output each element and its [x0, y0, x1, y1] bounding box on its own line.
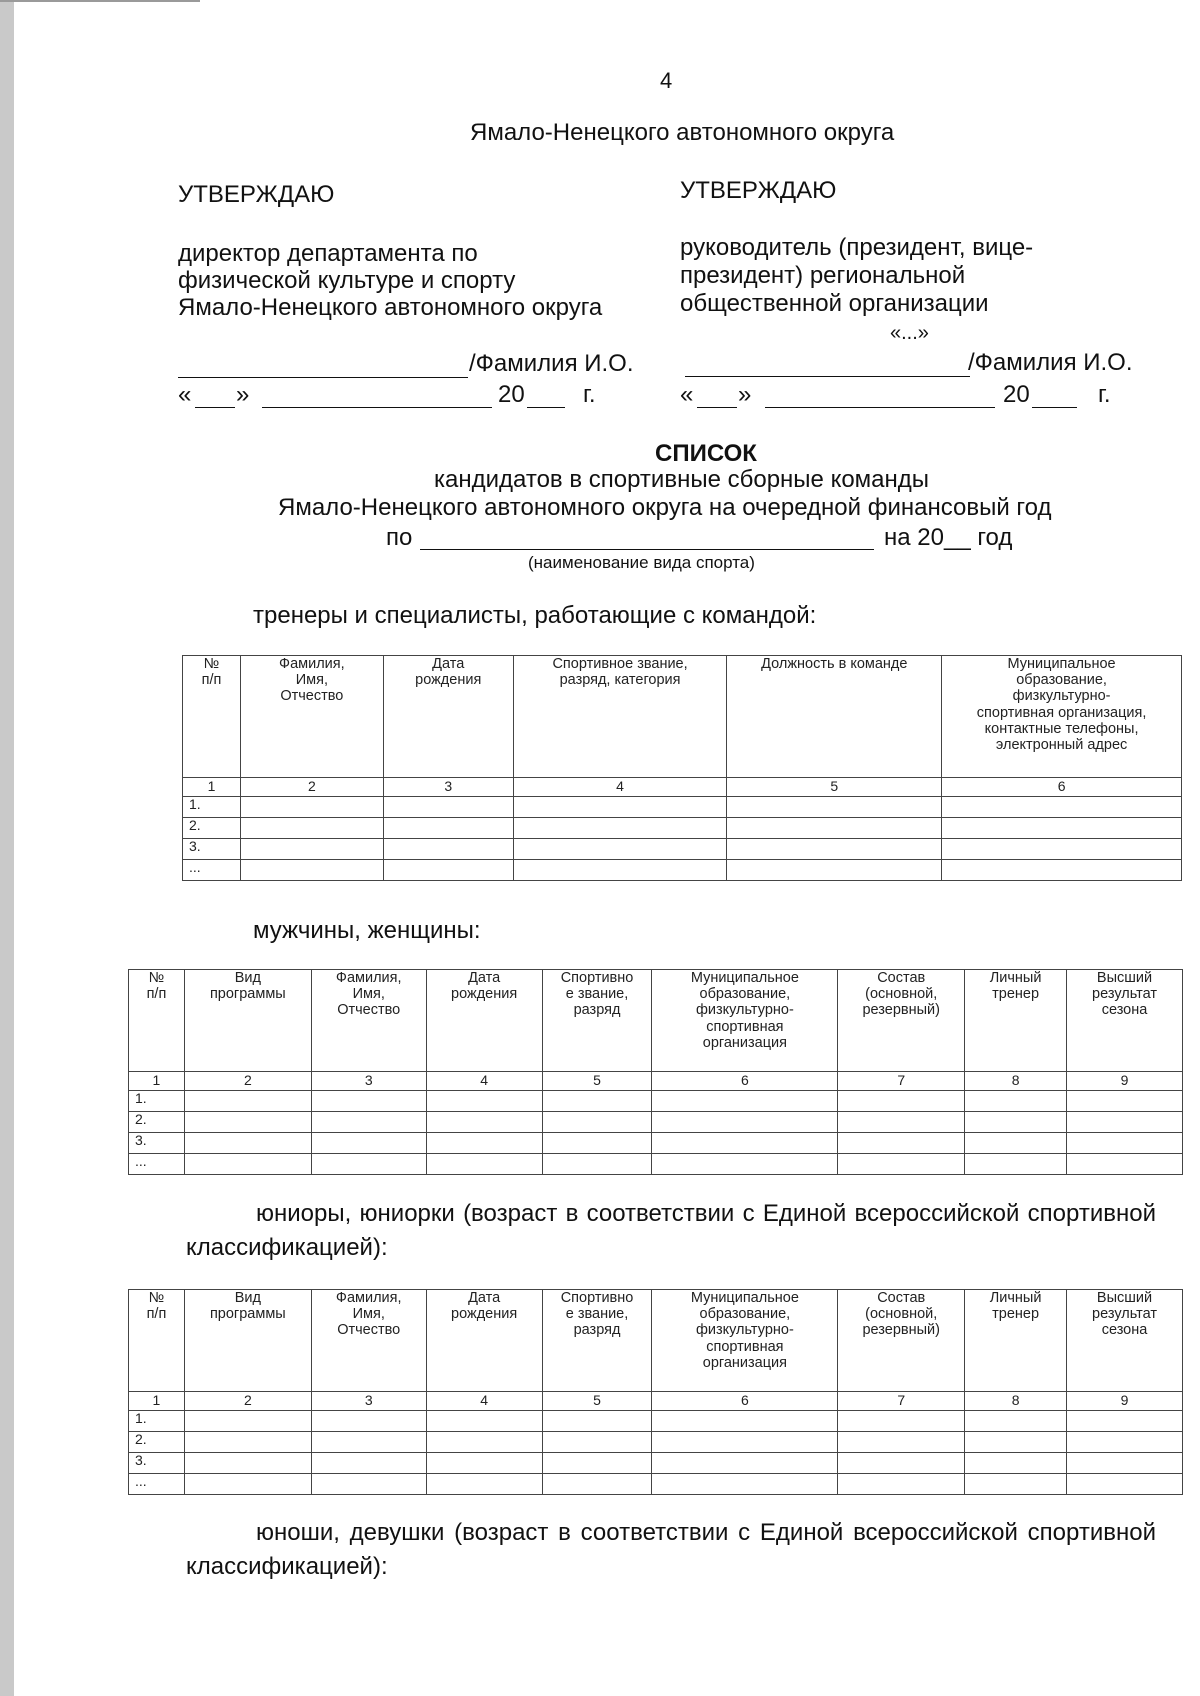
- empty-cell: [311, 1411, 426, 1432]
- row-index: ...: [183, 860, 241, 881]
- empty-cell: [838, 1091, 965, 1112]
- empty-cell: [383, 797, 513, 818]
- empty-cell: [383, 860, 513, 881]
- table-row: [129, 1411, 1183, 1432]
- column-number: 4: [513, 778, 727, 797]
- row-index: 2.: [129, 1112, 185, 1133]
- section-caption-trainers: тренеры и специалисты, работающие с командой:: [253, 602, 817, 629]
- column-number: 4: [426, 1392, 542, 1411]
- empty-cell: [184, 1411, 311, 1432]
- header-cell: Муниципальное образование, физкультурно- спортивная организация: [652, 1290, 838, 1392]
- date-quote-open: «: [680, 381, 694, 408]
- header-cell: Вид программы: [184, 1290, 311, 1392]
- column-number: 9: [1067, 1072, 1183, 1091]
- date-year-suffix: г.: [1098, 381, 1111, 408]
- header-cell: № п/п: [183, 656, 241, 778]
- empty-cell: [965, 1112, 1067, 1133]
- empty-cell: [652, 1112, 838, 1133]
- empty-cell: [965, 1411, 1067, 1432]
- scan-top-mark: [0, 0, 200, 2]
- approver-title-line: руководитель (президент, вице-: [680, 234, 1034, 261]
- empty-cell: [426, 1112, 542, 1133]
- juniors-table: [128, 1289, 1183, 1495]
- empty-cell: [965, 1432, 1067, 1453]
- column-number-row: [183, 778, 1182, 797]
- column-number: 6: [652, 1392, 838, 1411]
- header-cell: Личный тренер: [965, 1290, 1067, 1392]
- date-year-prefix: 20: [1003, 381, 1030, 408]
- empty-cell: [652, 1453, 838, 1474]
- empty-cell: [184, 1091, 311, 1112]
- empty-cell: [184, 1432, 311, 1453]
- date-day-line: [697, 407, 737, 408]
- table-header-row: [129, 1290, 1183, 1392]
- header-cell: Муниципальное образование, физкультурно- спортивная организация, контактные телефоны, электронный адрес: [942, 656, 1182, 778]
- column-number: 9: [1067, 1392, 1183, 1411]
- column-number: 5: [727, 778, 942, 797]
- header-cell: Вид программы: [184, 970, 311, 1072]
- empty-cell: [838, 1453, 965, 1474]
- date-month-line: [262, 407, 492, 408]
- scan-edge-shadow: [0, 0, 14, 1696]
- empty-cell: [513, 860, 727, 881]
- table-row: [129, 1091, 1183, 1112]
- column-number: 5: [542, 1392, 652, 1411]
- empty-cell: [513, 797, 727, 818]
- empty-cell: [542, 1133, 652, 1154]
- empty-cell: [1067, 1474, 1183, 1495]
- approver-title-line: общественной организации: [680, 290, 989, 317]
- empty-cell: [426, 1091, 542, 1112]
- approver-title-line: президент) региональной: [680, 262, 966, 289]
- column-number: 5: [542, 1072, 652, 1091]
- empty-cell: [240, 818, 383, 839]
- approver-title-line: физической культуре и спорту: [178, 267, 516, 294]
- row-index: 1.: [183, 797, 241, 818]
- column-number: 8: [965, 1072, 1067, 1091]
- column-number: 1: [129, 1392, 185, 1411]
- empty-cell: [311, 1154, 426, 1175]
- table-row: [183, 797, 1182, 818]
- empty-cell: [184, 1154, 311, 1175]
- empty-cell: [426, 1474, 542, 1495]
- header-cell: Состав (основной, резервный): [838, 970, 965, 1072]
- sport-name-note: (наименование вида спорта): [528, 553, 755, 572]
- empty-cell: [652, 1432, 838, 1453]
- empty-cell: [727, 860, 942, 881]
- header-cell: Состав (основной, резервный): [838, 1290, 965, 1392]
- empty-cell: [513, 839, 727, 860]
- table-header-row: [183, 656, 1182, 778]
- approver-title-line: Ямало-Ненецкого автономного округа: [178, 294, 603, 321]
- empty-cell: [942, 797, 1182, 818]
- empty-cell: [652, 1474, 838, 1495]
- empty-cell: [838, 1411, 965, 1432]
- date-quote-close: »: [738, 381, 752, 408]
- date-quote-close: »: [236, 381, 250, 408]
- table-row: [129, 1133, 1183, 1154]
- title-po: по: [386, 524, 413, 551]
- empty-cell: [652, 1091, 838, 1112]
- header-cell: Высший результат сезона: [1067, 970, 1183, 1072]
- empty-cell: [942, 839, 1182, 860]
- column-number: 7: [838, 1072, 965, 1091]
- empty-cell: [652, 1154, 838, 1175]
- empty-cell: [184, 1112, 311, 1133]
- column-number: 8: [965, 1392, 1067, 1411]
- column-number: 4: [426, 1072, 542, 1091]
- sport-name-line: [420, 549, 874, 550]
- header-cell: Дата рождения: [383, 656, 513, 778]
- empty-cell: [727, 839, 942, 860]
- title-year: на 20__ год: [884, 524, 1013, 551]
- empty-cell: [240, 797, 383, 818]
- column-number-row: [129, 1072, 1183, 1091]
- header-region-line: Ямало-Ненецкого автономного округа: [470, 119, 895, 146]
- table-header-row: [129, 970, 1183, 1072]
- page-number: 4: [660, 68, 673, 93]
- row-index: 1.: [129, 1091, 185, 1112]
- empty-cell: [965, 1154, 1067, 1175]
- header-cell: Фамилия, Имя, Отчество: [311, 1290, 426, 1392]
- row-index: 2.: [129, 1432, 185, 1453]
- empty-cell: [727, 797, 942, 818]
- empty-cell: [838, 1474, 965, 1495]
- empty-cell: [838, 1133, 965, 1154]
- empty-cell: [942, 818, 1182, 839]
- column-number: 1: [183, 778, 241, 797]
- header-cell: № п/п: [129, 1290, 185, 1392]
- empty-cell: [838, 1432, 965, 1453]
- column-number: 2: [240, 778, 383, 797]
- empty-cell: [965, 1091, 1067, 1112]
- section-caption-juniors: юниоры, юниорки (возраст в соответствии с Единой всероссийской спортивной классификацией):: [186, 1200, 1156, 1261]
- title-line: кандидатов в спортивные сборные команды: [434, 466, 930, 493]
- empty-cell: [1067, 1453, 1183, 1474]
- empty-cell: [965, 1474, 1067, 1495]
- table-row: [183, 860, 1182, 881]
- empty-cell: [513, 818, 727, 839]
- table-row: [183, 818, 1182, 839]
- table-row: [129, 1432, 1183, 1453]
- empty-cell: [965, 1453, 1067, 1474]
- column-number: 3: [383, 778, 513, 797]
- date-day-line: [195, 407, 235, 408]
- header-cell: Должность в команде: [727, 656, 942, 778]
- empty-cell: [184, 1474, 311, 1495]
- date-year-line: [1032, 407, 1077, 408]
- table-row: [129, 1474, 1183, 1495]
- empty-cell: [1067, 1411, 1183, 1432]
- empty-cell: [542, 1154, 652, 1175]
- column-number: 2: [184, 1392, 311, 1411]
- header-cell: Муниципальное образование, физкультурно- спортивная организация: [652, 970, 838, 1072]
- empty-cell: [838, 1112, 965, 1133]
- column-number: 6: [652, 1072, 838, 1091]
- signature-name-placeholder: /Фамилия И.О.: [968, 349, 1133, 376]
- empty-cell: [426, 1432, 542, 1453]
- section-caption-youth: юноши, девушки (возраст в соответствии с Единой всероссийской спортивной классификацией):: [186, 1519, 1156, 1580]
- empty-cell: [727, 818, 942, 839]
- empty-cell: [311, 1432, 426, 1453]
- empty-cell: [542, 1112, 652, 1133]
- empty-cell: [311, 1112, 426, 1133]
- table-row: [129, 1112, 1183, 1133]
- column-number-row: [129, 1392, 1183, 1411]
- date-year-prefix: 20: [498, 381, 525, 408]
- column-number: 2: [184, 1072, 311, 1091]
- empty-cell: [542, 1091, 652, 1112]
- empty-cell: [1067, 1133, 1183, 1154]
- trainers-table: [182, 655, 1182, 881]
- empty-cell: [240, 860, 383, 881]
- empty-cell: [542, 1432, 652, 1453]
- header-cell: Спортивно е звание, разряд: [542, 970, 652, 1072]
- header-cell: № п/п: [129, 970, 185, 1072]
- empty-cell: [965, 1133, 1067, 1154]
- column-number: 7: [838, 1392, 965, 1411]
- table-row: [129, 1453, 1183, 1474]
- empty-cell: [311, 1091, 426, 1112]
- signature-line: [178, 377, 468, 378]
- empty-cell: [542, 1411, 652, 1432]
- header-cell: Дата рождения: [426, 1290, 542, 1392]
- date-year-suffix: г.: [583, 381, 596, 408]
- header-cell: Спортивно е звание, разряд: [542, 1290, 652, 1392]
- section-caption-adults: мужчины, женщины:: [253, 917, 481, 944]
- row-index: 2.: [183, 818, 241, 839]
- document-title: СПИСОК: [655, 440, 757, 467]
- empty-cell: [426, 1453, 542, 1474]
- approve-heading-left: УТВЕРЖДАЮ: [178, 181, 335, 208]
- column-number: 3: [311, 1392, 426, 1411]
- row-index: 1.: [129, 1411, 185, 1432]
- row-index: ...: [129, 1474, 185, 1495]
- header-cell: Фамилия, Имя, Отчество: [311, 970, 426, 1072]
- empty-cell: [1067, 1091, 1183, 1112]
- adults-table: [128, 969, 1183, 1175]
- row-index: ...: [129, 1154, 185, 1175]
- row-index: 3.: [129, 1133, 185, 1154]
- empty-cell: [426, 1133, 542, 1154]
- row-index: 3.: [129, 1453, 185, 1474]
- empty-cell: [240, 839, 383, 860]
- signature-line: [685, 376, 970, 377]
- column-number: 1: [129, 1072, 185, 1091]
- empty-cell: [184, 1453, 311, 1474]
- empty-cell: [383, 839, 513, 860]
- column-number: 6: [942, 778, 1182, 797]
- empty-cell: [1067, 1154, 1183, 1175]
- header-cell: Дата рождения: [426, 970, 542, 1072]
- empty-cell: [426, 1411, 542, 1432]
- row-index: 3.: [183, 839, 241, 860]
- header-cell: Спортивное звание, разряд, категория: [513, 656, 727, 778]
- empty-cell: [942, 860, 1182, 881]
- date-quote-open: «: [178, 381, 192, 408]
- empty-cell: [652, 1133, 838, 1154]
- empty-cell: [1067, 1432, 1183, 1453]
- header-cell: Фамилия, Имя, Отчество: [240, 656, 383, 778]
- header-cell: Высший результат сезона: [1067, 1290, 1183, 1392]
- column-number: 3: [311, 1072, 426, 1091]
- empty-cell: [311, 1453, 426, 1474]
- approve-heading-right: УТВЕРЖДАЮ: [680, 177, 837, 204]
- empty-cell: [383, 818, 513, 839]
- empty-cell: [652, 1411, 838, 1432]
- date-month-line: [765, 407, 995, 408]
- empty-cell: [426, 1154, 542, 1175]
- empty-cell: [542, 1474, 652, 1495]
- signature-name-placeholder: /Фамилия И.О.: [469, 350, 634, 377]
- table-row: [183, 839, 1182, 860]
- empty-cell: [542, 1453, 652, 1474]
- empty-cell: [184, 1133, 311, 1154]
- date-year-line: [527, 407, 565, 408]
- organization-name-placeholder: «...»: [890, 322, 929, 344]
- table-row: [129, 1154, 1183, 1175]
- approver-title-line: директор департамента по: [178, 240, 478, 267]
- empty-cell: [311, 1133, 426, 1154]
- empty-cell: [1067, 1112, 1183, 1133]
- empty-cell: [838, 1154, 965, 1175]
- header-cell: Личный тренер: [965, 970, 1067, 1072]
- title-line: Ямало-Ненецкого автономного округа на очередной финансовый год: [278, 494, 1052, 521]
- empty-cell: [311, 1474, 426, 1495]
